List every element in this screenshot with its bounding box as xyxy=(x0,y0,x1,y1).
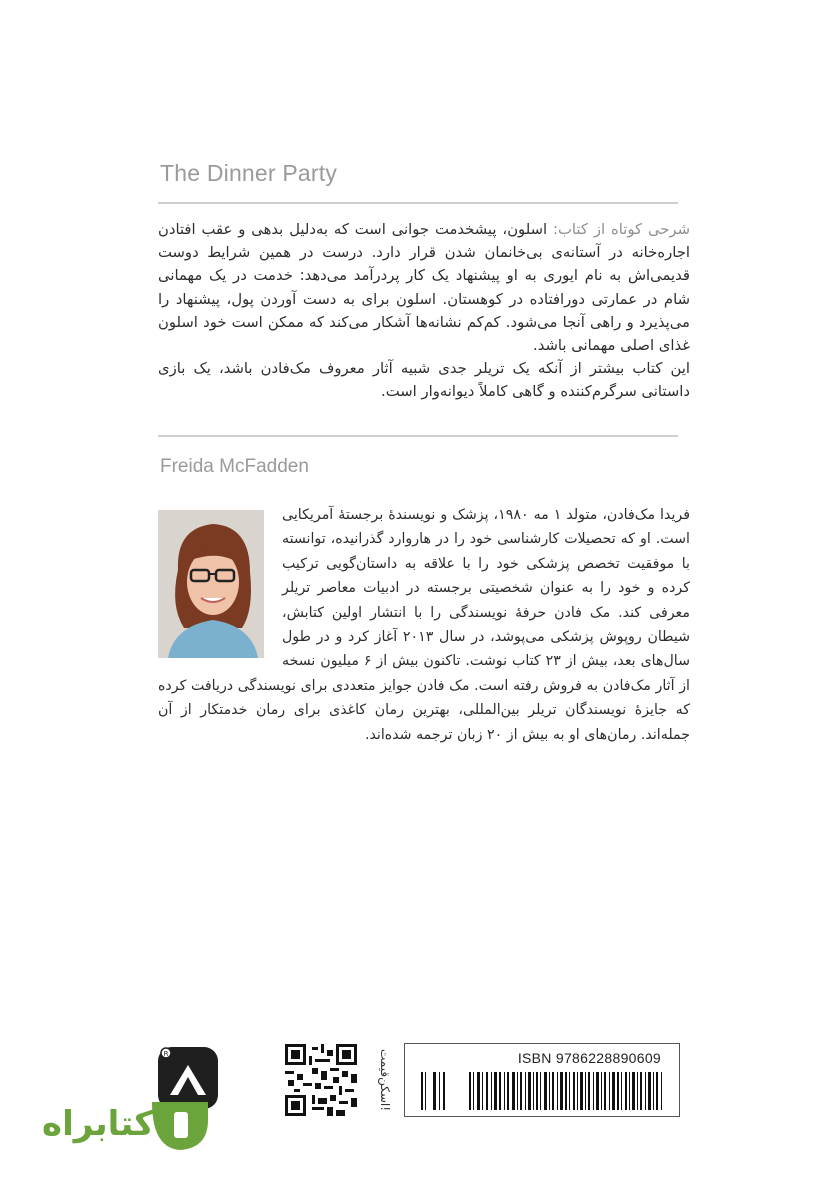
barcode xyxy=(419,1072,665,1110)
summary-lead: شرحی کوتاه از کتاب: xyxy=(553,221,690,238)
scan-price-label: اسکن‌قیمت! xyxy=(378,1048,392,1112)
book-title-en: The Dinner Party xyxy=(160,160,338,186)
qr-code xyxy=(285,1044,357,1116)
author-name-en: Freida McFadden xyxy=(160,456,309,477)
author-bio xyxy=(158,503,690,747)
author-bio-text: فریدا مک‌فادن، متولد ۱ مه ۱۹۸۰، پزشک و نویسندهٔ برجستهٔ آمریکایی است. او که تحصیلات کارشناسی خود را در هاروارد گذرانیده، توانسته با موفقیت تخصص پزشکی خود را با علاقه به داستان‌گویی ترکیب کرده و خود را به عنوان شخصیتی برجسته در ادبیات معاصر تریلر معرفی کند. مک فادن حرفهٔ نویسندگی را با انتشار اولین کتابش، شیطان روپوش پزشکی می‌پوشد، در سال ۲۰۱۳ آغاز کرد و در طول سال‌های بعد، بیش از ۲۳ کتاب نوشت. تاکنون بیش از ۶ میلیون نسخه از آثار مک‌فادن به فروش رفته است. مک فادن جوایز متعددی برای نویسندگی دریافت کرده که جایزهٔ نویسندگان تریلر بین‌المللی، بهترین رمان کاغذی برای رمان خدمتکار از آن جمله‌اند. رمان‌های او به بیش از ۲۰ زبان ترجمه شده‌اند. xyxy=(158,507,691,743)
photo-spacer xyxy=(158,509,270,663)
isbn-text: ISBN 9786228890609 xyxy=(517,1050,661,1066)
svg-text:R: R xyxy=(163,1050,169,1058)
brand-name: کتابراه xyxy=(42,1104,155,1144)
summary-body: اسلون، پیشخدمت جوانی است که به‌دلیل بدهی و عقب افتادن اجاره‌خانه در آستانه‌ی بی‌خانمان شدن قرار دارد. درست در همین شرایط دوست قدیمی‌اش به نام ایوری به او پیشنهاد یک کار پردرآمد می‌دهد: خدمت در یک مهمانی شام در عمارتی دورافتاده در کوهستان. اسلون برای به دست آوردن پول، پیشنهاد را می‌پذیرد و راهی آنجا می‌شود. کم‌کم نشانه‌ها آشکار می‌کند که ممکن است خود اسلون غذای اصلی مهمانی باشد. xyxy=(158,221,690,355)
book-summary xyxy=(158,218,690,404)
summary-paragraph-2: این کتاب بیشتر از آنکه یک تریلر جدی شبیه آثار معروف مک‌فادن باشد، یک بازی داستانی سرگرم‌کننده و گاهی کاملاً دیوانه‌وار است. xyxy=(158,360,690,401)
divider xyxy=(158,435,678,437)
barcode-panel xyxy=(404,1043,680,1117)
divider xyxy=(158,202,678,204)
